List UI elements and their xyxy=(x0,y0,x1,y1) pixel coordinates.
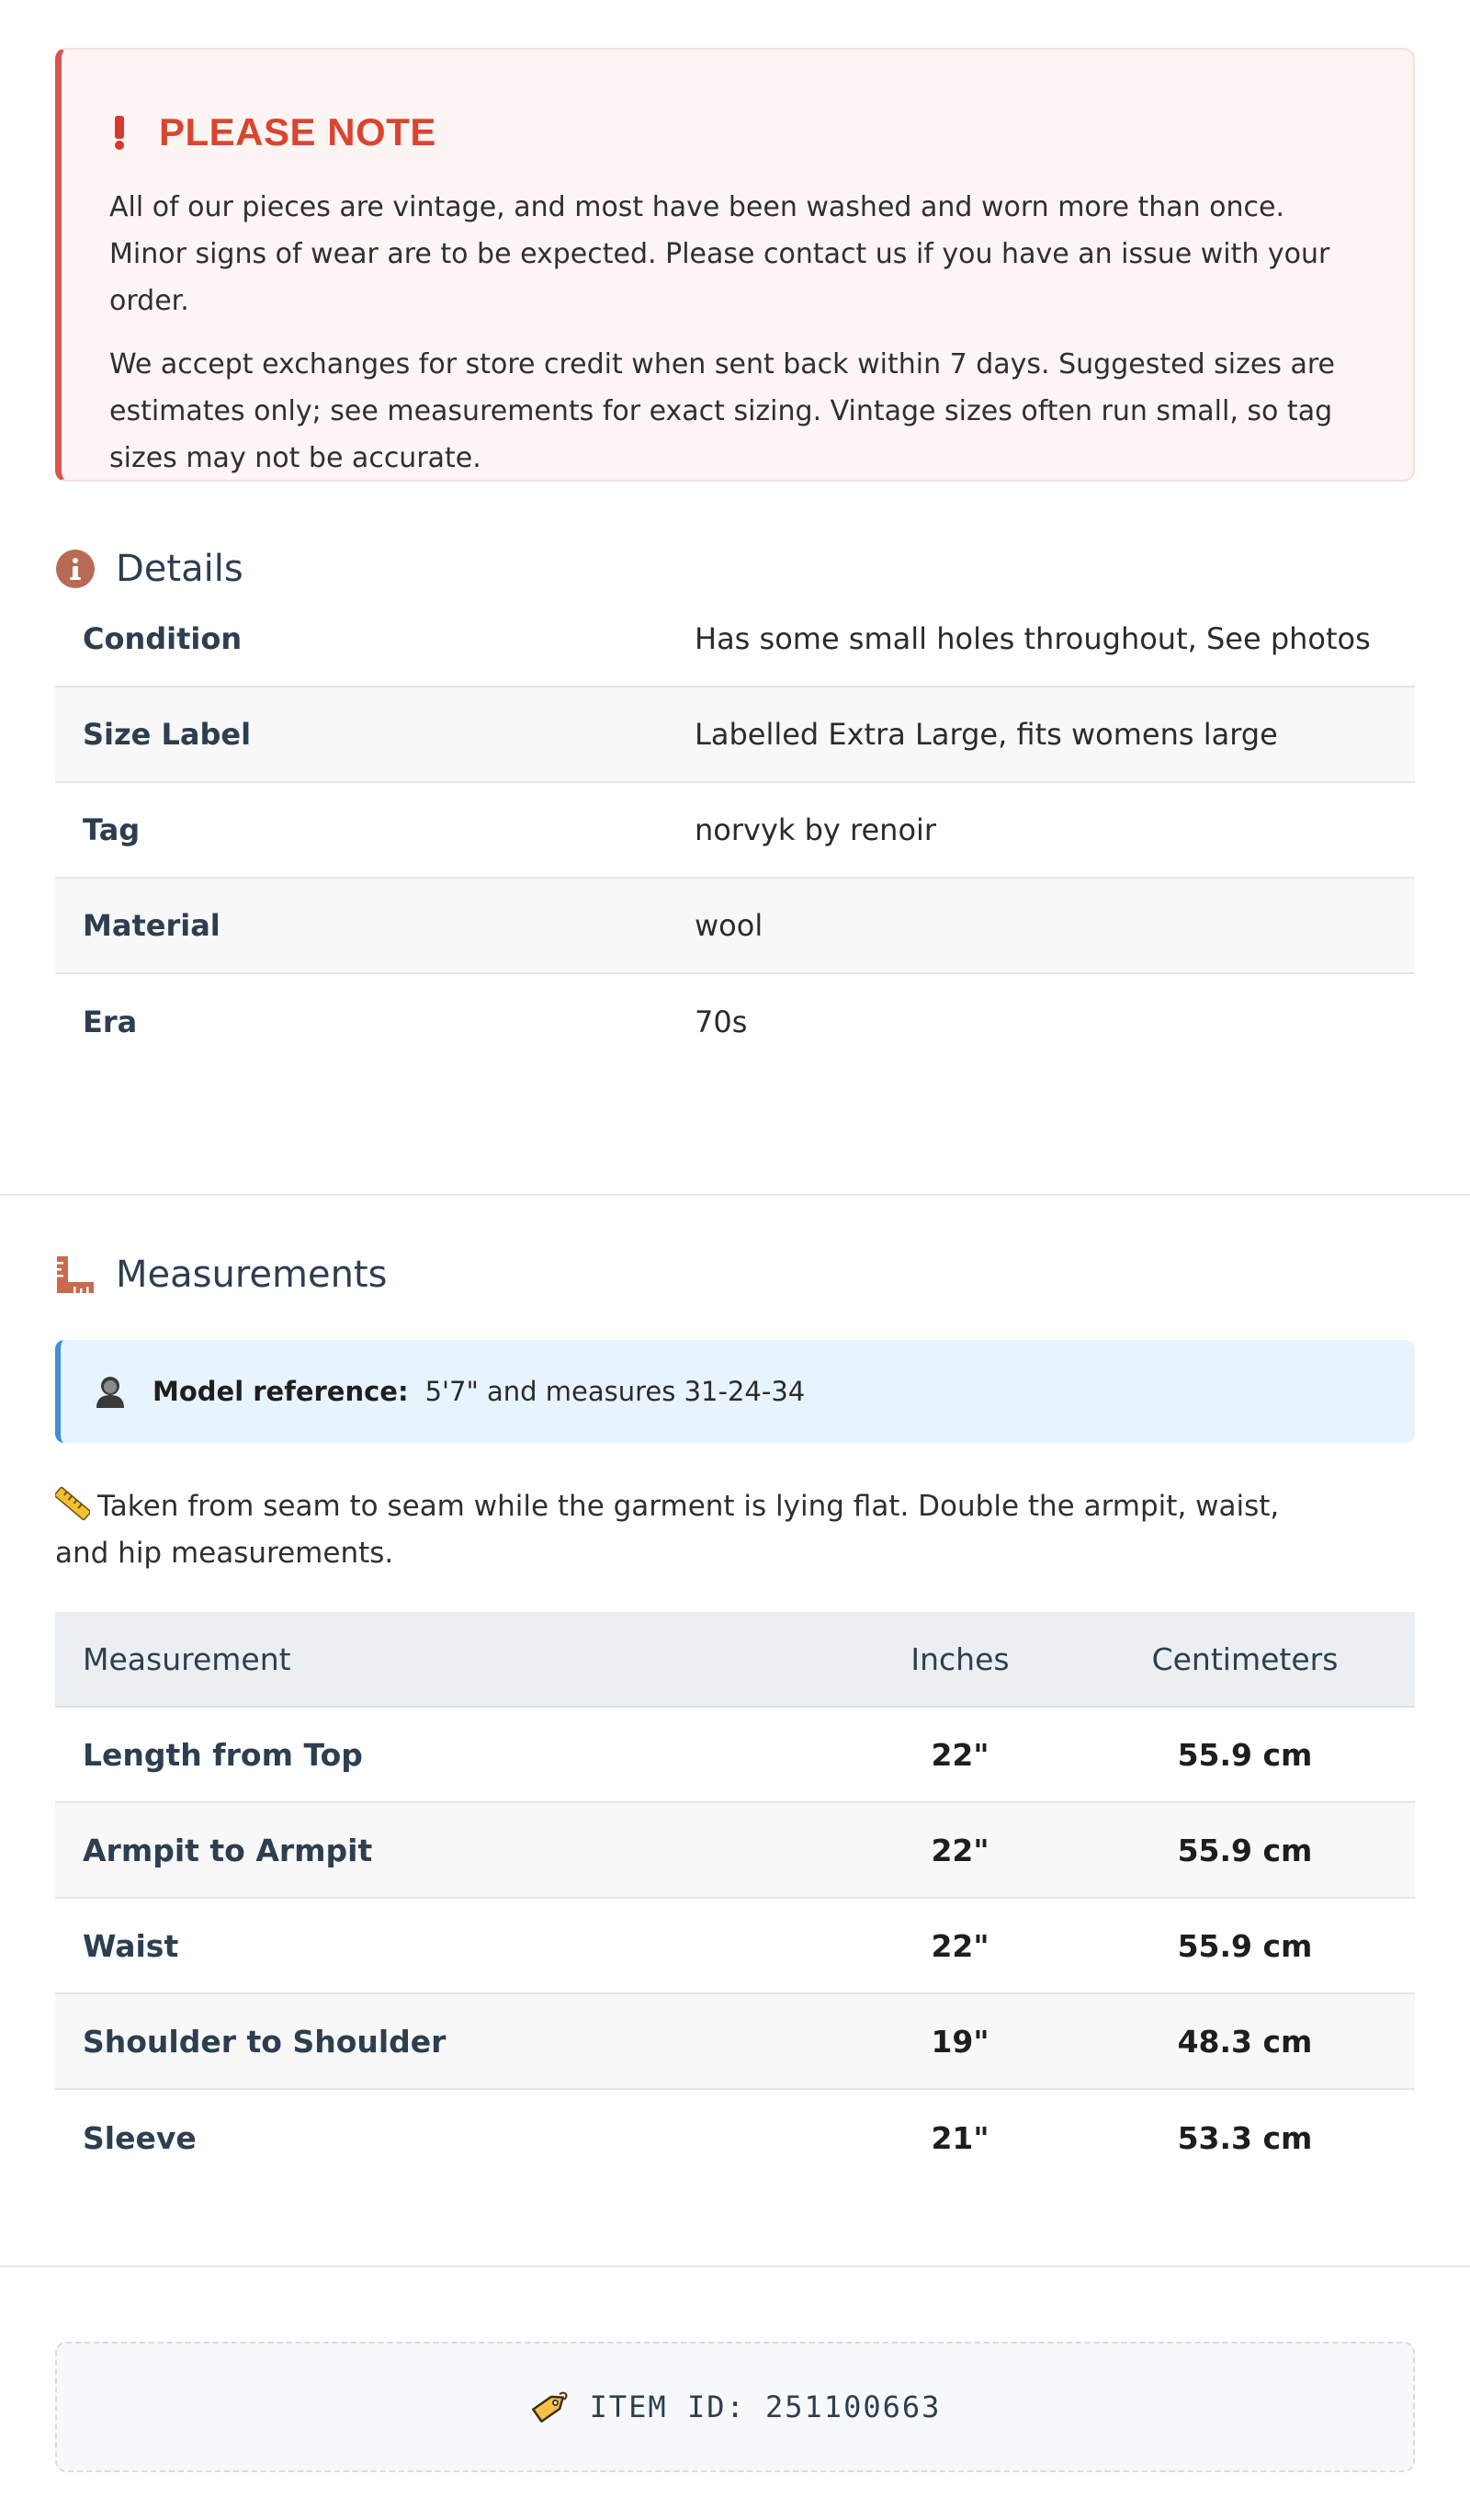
details-value: Has some small holes throughout, See photos xyxy=(695,621,1371,656)
details-value: wool xyxy=(695,908,763,943)
table-row xyxy=(55,1803,1415,1899)
section-divider xyxy=(0,2265,1470,2267)
item-id-box xyxy=(55,2342,1415,2472)
measurement-inches: 22" xyxy=(931,1832,989,1868)
details-key: Material xyxy=(83,908,220,943)
measurement-instructions xyxy=(55,1483,1341,1577)
straight-ruler-icon xyxy=(55,1486,90,1521)
measurement-inches: 21" xyxy=(931,2119,989,2156)
details-heading xyxy=(55,548,243,590)
details-key: Tag xyxy=(83,812,141,847)
measurement-inches: 19" xyxy=(931,2023,989,2060)
details-key: Era xyxy=(83,1005,138,1039)
ruler-icon xyxy=(55,1254,96,1295)
table-row xyxy=(55,2090,1415,2185)
instructions-text: Taken from seam to seam while the garment is lying flat. Double the armpit, waist, and hip measurements. xyxy=(55,1490,1280,1570)
notice-paragraph-2: We accept exchanges for store credit when sent back within 7 days. Suggested sizes are estimates only; see measurements for exact sizing. Vintage sizes often run small, so tag sizes may not be accurate. xyxy=(109,348,1336,474)
details-value: norvyk by renoir xyxy=(695,812,937,847)
measurements-table xyxy=(55,1612,1415,2185)
measurement-name: Sleeve xyxy=(83,2119,197,2156)
model-reference-label: Model reference: xyxy=(153,1376,409,1407)
person-icon xyxy=(92,1373,129,1410)
measurements-heading xyxy=(55,1254,387,1296)
measurements-title: Measurements xyxy=(116,1254,388,1296)
table-row xyxy=(55,1899,1415,1994)
info-icon xyxy=(55,549,96,589)
details-table xyxy=(55,592,1415,1070)
details-value: Labelled Extra Large, fits womens large xyxy=(695,717,1278,752)
table-row xyxy=(55,1708,1415,1803)
price-tag-icon xyxy=(529,2387,570,2427)
details-title: Details xyxy=(116,548,243,590)
details-row-era xyxy=(55,974,1415,1070)
model-reference-value: 5'7" and measures 31-24-34 xyxy=(424,1376,806,1407)
notice-title: PLEASE NOTE xyxy=(159,110,436,153)
measurement-inches: 22" xyxy=(931,1736,989,1773)
details-row-material xyxy=(55,879,1415,974)
details-row-tag xyxy=(55,783,1415,879)
item-id-text: ITEM ID: 251100663 xyxy=(589,2389,942,2424)
measurement-name: Waist xyxy=(83,1927,179,1964)
table-row xyxy=(55,1994,1415,2090)
measurement-name: Shoulder to Shoulder xyxy=(83,2023,447,2060)
details-value: 70s xyxy=(695,1005,748,1039)
measurement-cm: 53.3 cm xyxy=(1177,2119,1313,2156)
details-row-condition xyxy=(55,592,1415,687)
section-divider xyxy=(0,1194,1470,1196)
details-key: Size Label xyxy=(83,717,252,752)
column-header-centimeters: Centimeters xyxy=(1151,1640,1339,1677)
measurement-name: Armpit to Armpit xyxy=(83,1832,373,1868)
notice-header xyxy=(109,107,1365,158)
measurement-name: Length from Top xyxy=(83,1736,363,1773)
exclamation-icon xyxy=(109,114,146,151)
measurements-header-row xyxy=(55,1612,1415,1708)
notice-paragraph-1: All of our pieces are vintage, and most have been washed and worn more than once. Minor signs of wear are to be expected. Please contact us if you have an issue with your order. xyxy=(109,191,1330,317)
measurement-inches: 22" xyxy=(931,1927,989,1964)
details-row-size-label xyxy=(55,687,1415,783)
measurement-cm: 55.9 cm xyxy=(1177,1736,1313,1773)
measurement-cm: 48.3 cm xyxy=(1177,2023,1313,2060)
column-header-inches: Inches xyxy=(910,1640,1010,1677)
column-header-measurement: Measurement xyxy=(83,1640,291,1677)
details-key: Condition xyxy=(83,621,243,656)
measurement-cm: 55.9 cm xyxy=(1177,1832,1313,1868)
measurement-cm: 55.9 cm xyxy=(1177,1927,1313,1964)
model-reference-callout xyxy=(55,1340,1415,1443)
please-note-notice xyxy=(55,48,1415,482)
